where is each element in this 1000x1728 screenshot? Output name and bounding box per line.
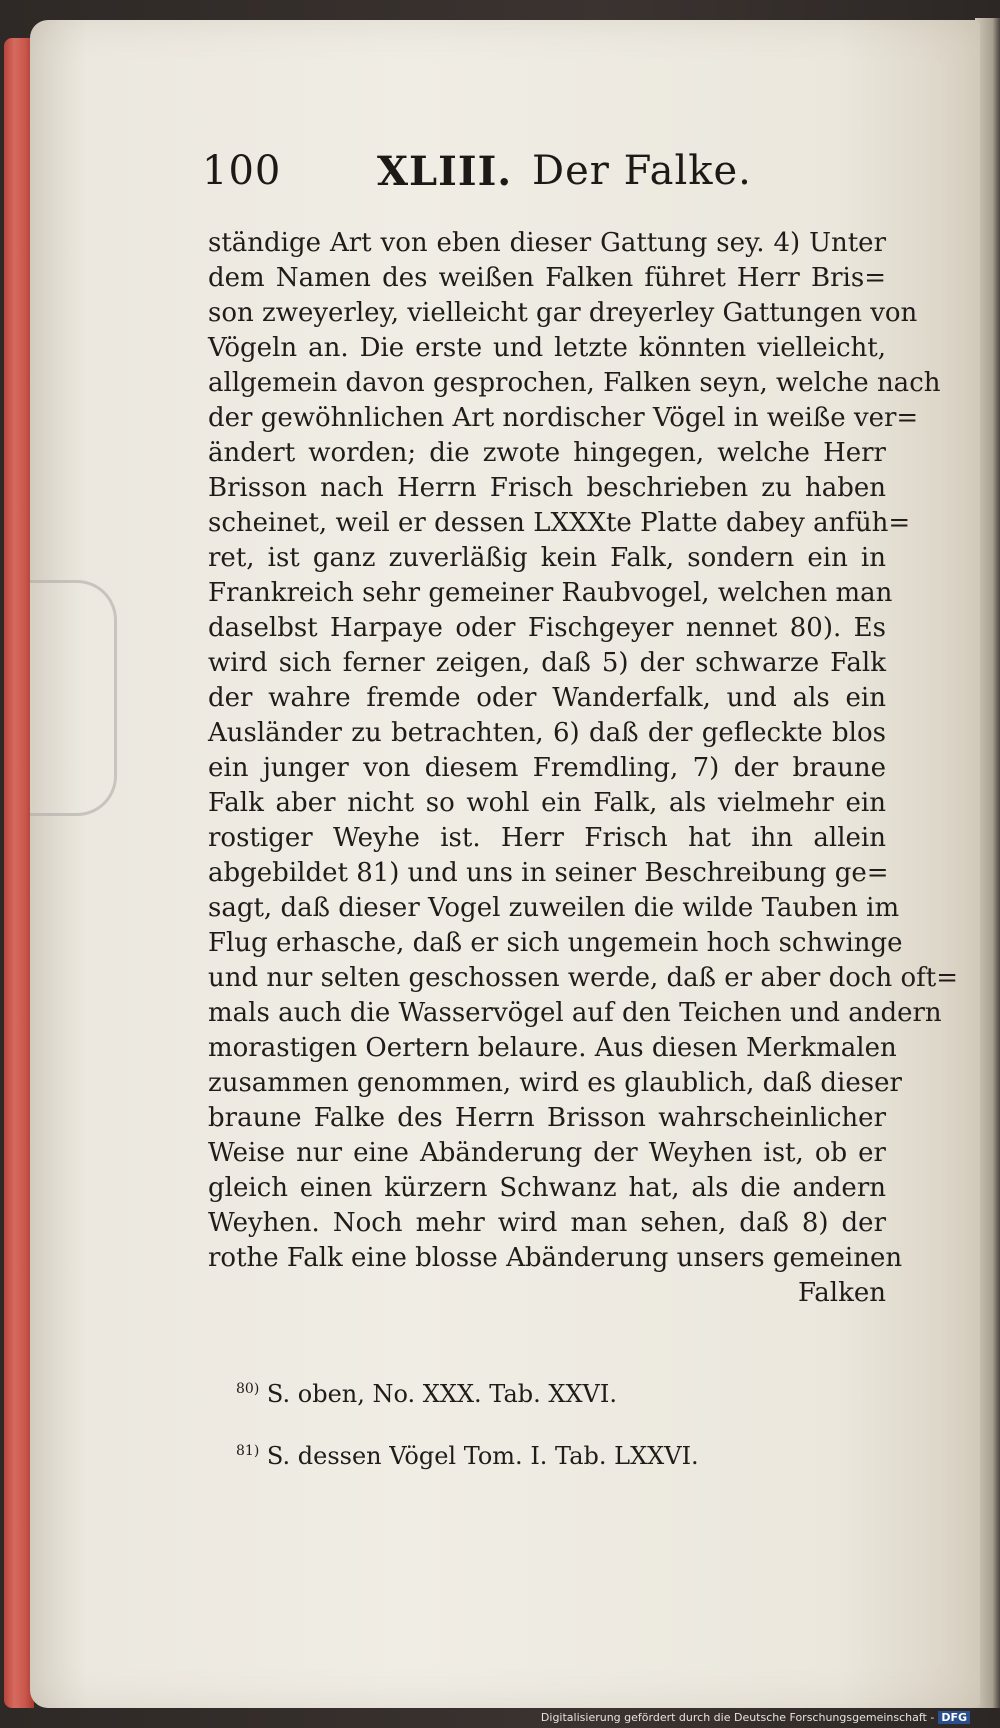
text-line: der gewöhnlichen Art nordischer Vögel in weiße ver=	[208, 403, 919, 433]
chapter-title: Der Falke.	[532, 148, 752, 194]
text-line: Frankreich sehr gemeiner Raubvogel, welchen man	[208, 578, 893, 608]
body-text	[208, 226, 958, 1311]
text-line: ret, ist ganz zuverläßig kein Falk, sondern ein in	[208, 543, 886, 573]
text-line: Flug erhasche, daß er sich ungemein hoch schwinge	[208, 928, 903, 958]
text-line: gleich einen kürzern Schwanz hat, als die andern	[208, 1173, 886, 1203]
text-line: son zweyerley, vielleicht gar dreyerley Gattungen von	[208, 298, 918, 328]
text-line: abgebildet 81) und uns in seiner Beschreibung ge=	[208, 858, 889, 888]
text-line: wird sich ferner zeigen, daß 5) der schwarze Falk	[208, 648, 886, 678]
text-line: Vögeln an. Die erste und letzte könnten vielleicht,	[208, 333, 886, 363]
page-clip	[30, 580, 117, 816]
text-line: zusammen genommen, wird es glaublich, daß dieser	[208, 1068, 902, 1098]
text-line: morastigen Oertern belaure. Aus diesen Merkmalen	[208, 1033, 897, 1063]
footnote-text: S. oben, No. XXX. Tab. XXVI.	[266, 1380, 617, 1408]
page-number: 100	[202, 148, 282, 194]
text-line: sagt, daß dieser Vogel zuweilen die wilde Tauben im	[208, 893, 900, 923]
text-line: Falk aber nicht so wohl ein Falk, als vielmehr ein	[208, 788, 886, 818]
text-line: braune Falke des Herrn Brisson wahrscheinlicher	[208, 1103, 886, 1133]
credit-text: Digitalisierung gefördert durch die Deutsche Forschungsgemeinschaft -	[540, 1711, 935, 1724]
text-line: allgemein davon gesprochen, Falken seyn, welche nach	[208, 368, 941, 398]
text-line: Weyhen. Noch mehr wird man sehen, daß 8) der	[208, 1208, 886, 1238]
footnote-text: S. dessen Vögel Tom. I. Tab. LXXVI.	[266, 1442, 699, 1470]
dfg-logo-icon: DFG	[938, 1711, 970, 1724]
footnote-mark: 81)	[236, 1443, 260, 1459]
footnotes	[236, 1380, 896, 1504]
text-line: rothe Falk eine blosse Abänderung unsers gemeinen	[208, 1243, 903, 1273]
text-line: rostiger Weyhe ist. Herr Frisch hat ihn allein	[208, 823, 886, 853]
text-line: ständige Art von eben dieser Gattung sey. 4) Unter	[208, 228, 886, 258]
digitization-credit	[541, 1711, 970, 1724]
text-line: und nur selten geschossen werde, daß er aber doch oft=	[208, 963, 958, 993]
text-line: Brisson nach Herrn Frisch beschrieben zu haben	[208, 473, 886, 503]
text-line: der wahre fremde oder Wanderfalk, und als ein	[208, 683, 886, 713]
text-line: dem Namen des weißen Falken führet Herr Bris=	[208, 263, 886, 293]
text-line: ändert worden; die zwote hingegen, welche Herr	[208, 438, 886, 468]
text-line: ein junger von diesem Fremdling, 7) der braune	[208, 753, 886, 783]
footnote-81	[236, 1442, 896, 1482]
chapter-number: XLIII.	[377, 148, 513, 195]
text-line: daselbst Harpaye oder Fischgeyer nennet 80). Es	[208, 613, 886, 643]
footnote-mark: 80)	[236, 1381, 260, 1397]
footnote-80	[236, 1380, 896, 1420]
text-line: scheinet, weil er dessen LXXXte Platte dabey anfüh=	[208, 508, 911, 538]
text-line: mals auch die Wasservögel auf den Teichen und andern	[208, 998, 942, 1028]
text-line: Weise nur eine Abänderung der Weyhen ist, ob er	[208, 1138, 886, 1168]
text-line: Ausländer zu betrachten, 6) daß der gefleckte blos	[208, 718, 886, 748]
catchword: Falken	[798, 1278, 886, 1308]
